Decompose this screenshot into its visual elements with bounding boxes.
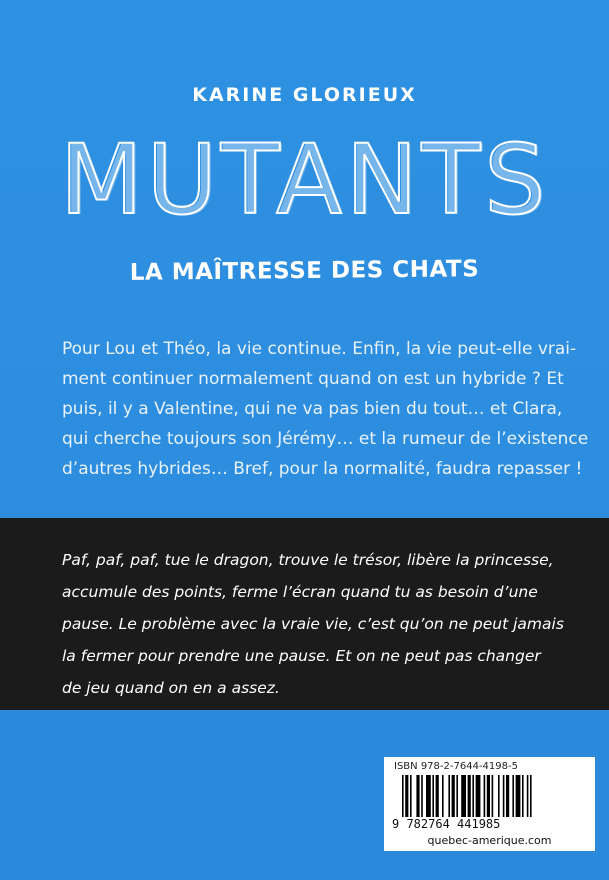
quote-line: accumule des points, ferme l’écran quand tu as besoin d’une <box>62 583 538 601</box>
blurb-line: puis, il y a Valentine, qui ne va pas bien du tout… et Clara, <box>62 399 563 419</box>
barcode-sticker <box>384 757 595 851</box>
author-name: KARINE GLORIEUX <box>192 84 417 106</box>
quote-line: la fermer pour prendre une pause. Et on ne peut pas changer <box>62 647 541 665</box>
barcode-image <box>402 775 584 817</box>
quote-line: pause. Le problème avec la vraie vie, c’est qu’on ne peut jamais <box>62 615 564 633</box>
isbn-label: ISBN 978-2-7644-4198-5 <box>394 761 518 772</box>
blurb-line: Pour Lou et Théo, la vie continue. Enfin, la vie peut-elle vrai- <box>62 339 577 359</box>
quote-line: de jeu quand on en a assez. <box>62 679 280 697</box>
barcode-number: 9 782764 441985 <box>392 817 501 831</box>
book-title: MUTANTS <box>59 124 550 236</box>
quote-line: Paf, paf, paf, tue le dragon, trouve le trésor, libère la princesse, <box>62 551 554 569</box>
book-subtitle: LA MAÎTRESSE DES CHATS <box>129 256 480 286</box>
excerpt-quote <box>62 544 582 704</box>
publisher-website: quebec-amerique.com <box>427 834 552 847</box>
quote-band <box>0 518 609 710</box>
blurb-line: qui cherche toujours son Jérémy… et la rumeur de l’existence <box>62 429 589 449</box>
blurb-line: ment continuer normalement quand on est un hybride ? Et <box>62 369 564 389</box>
blurb-line: d’autres hybrides… Bref, pour la normalité, faudra repasser ! <box>62 459 583 479</box>
blurb-paragraph <box>62 334 589 484</box>
